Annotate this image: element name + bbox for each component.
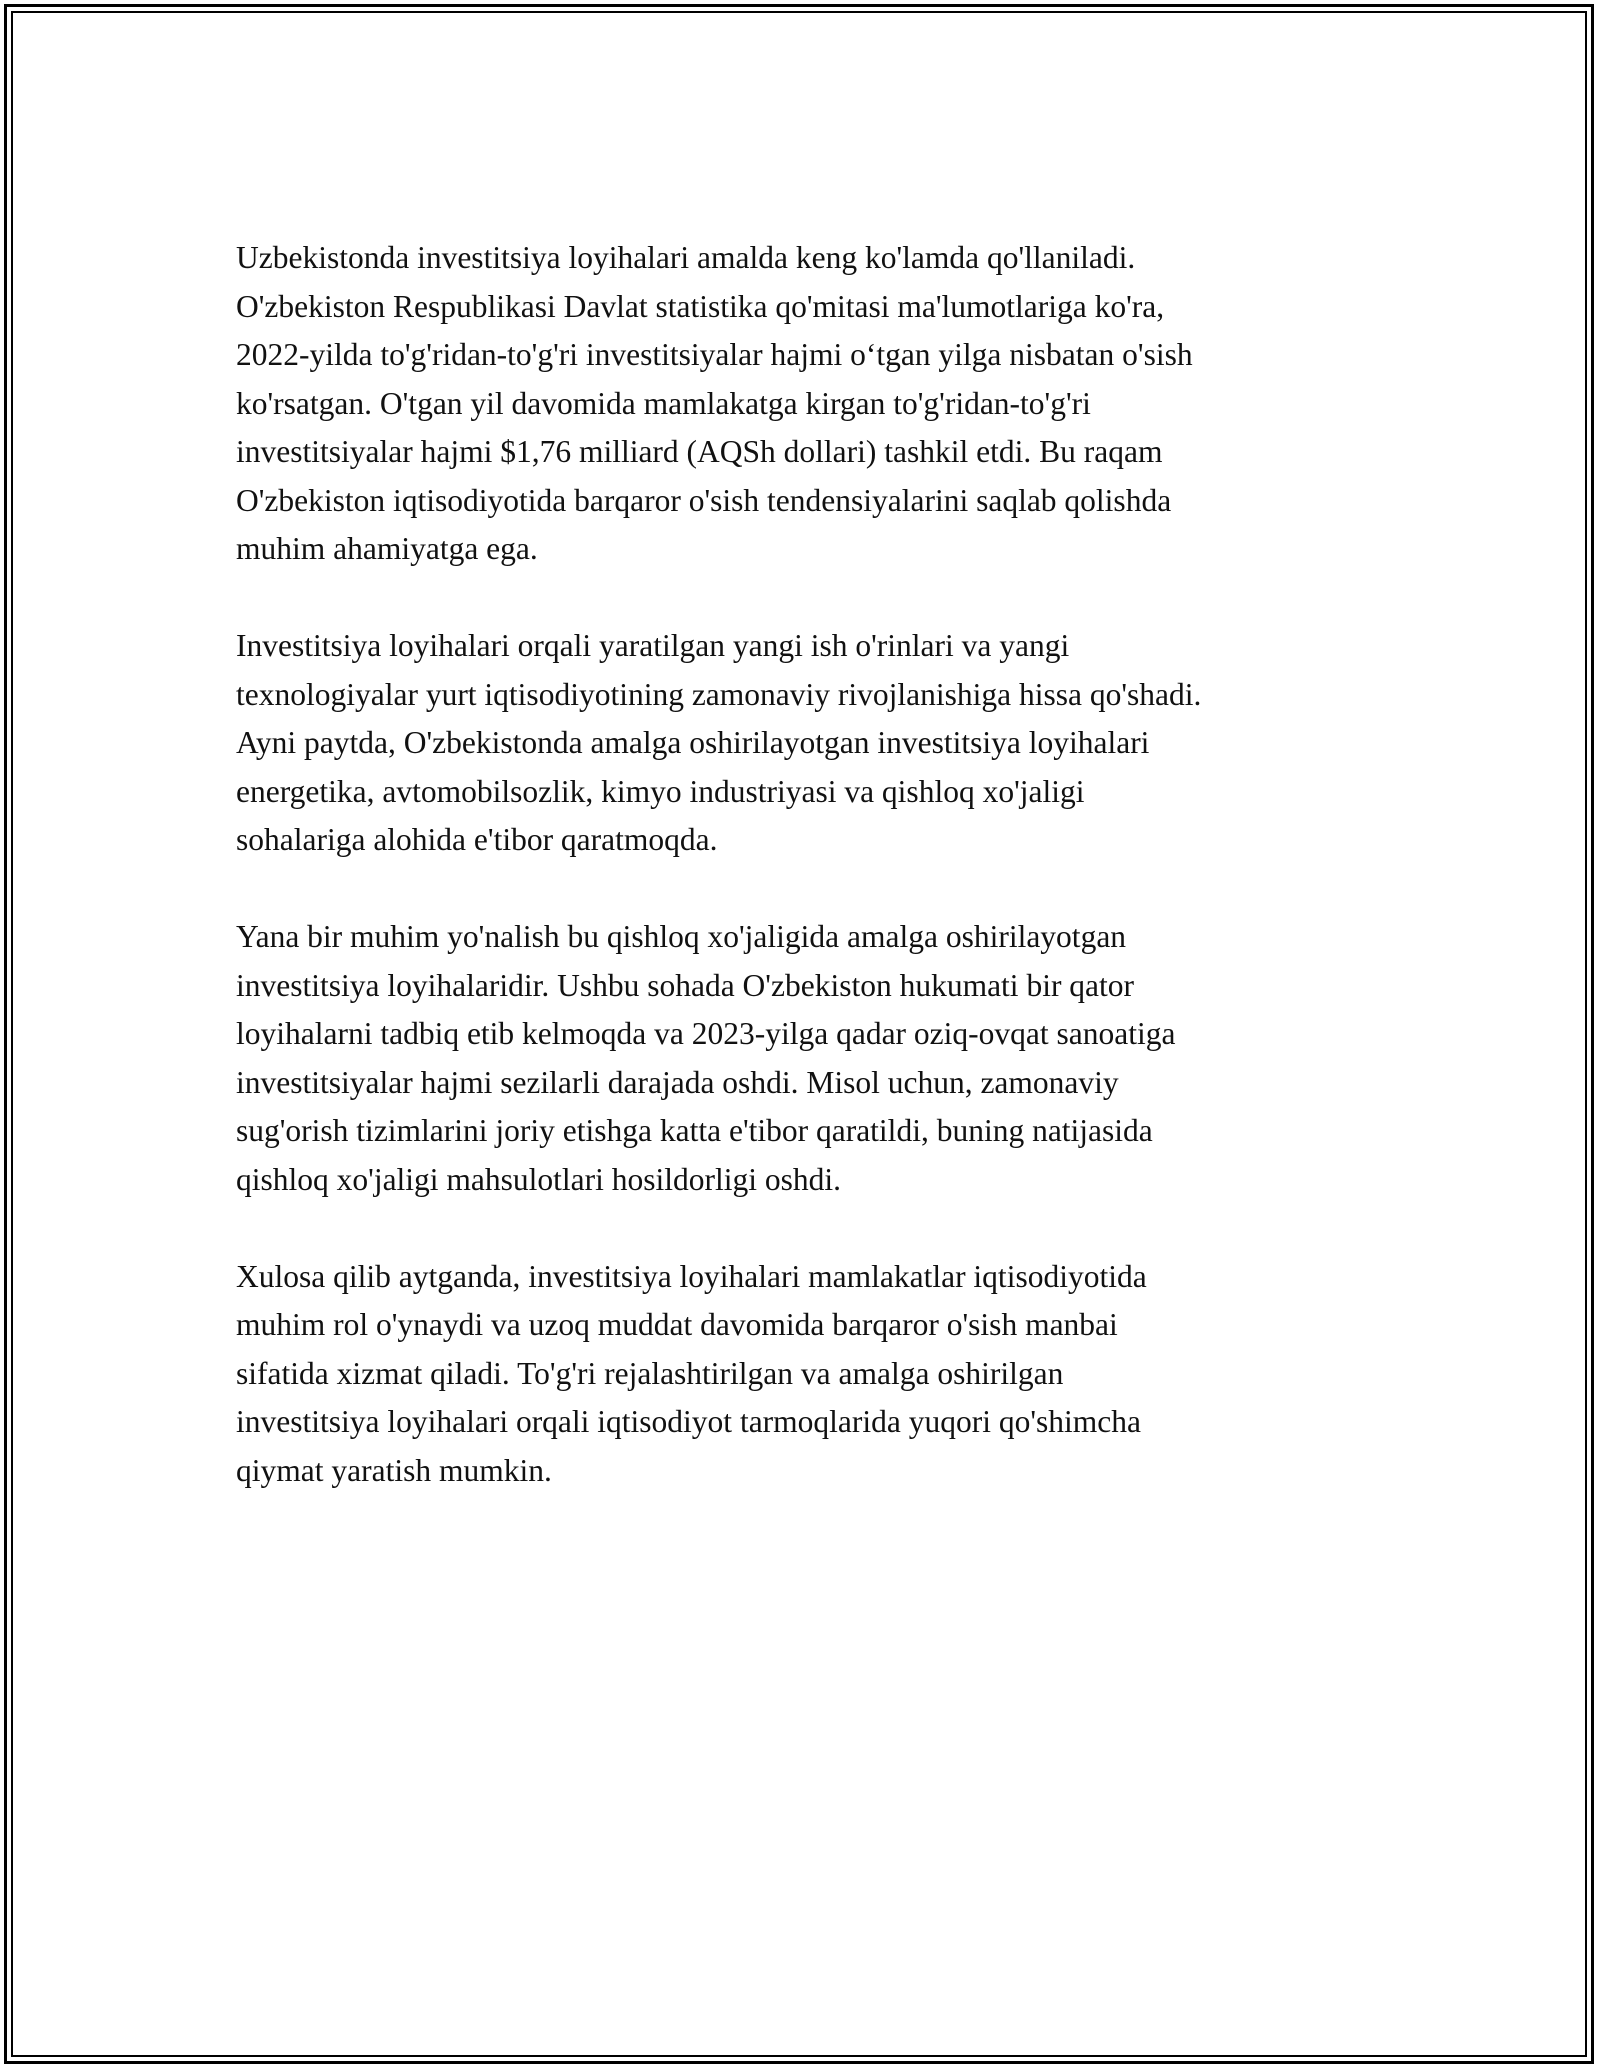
text-line: loyihalarni tadbiq etib kelmoqda va 2023-yilga qadar oziq-ovqat sanoatiga [236, 1016, 1176, 1051]
paragraph-1 [236, 234, 1386, 574]
text-line: O'zbekiston Respublikasi Davlat statistika qo'mitasi ma'lumotlariga ko'ra, [236, 288, 1165, 324]
text-line: sifatida xizmat qiladi. To'g'ri rejalashtirilgan va amalga oshirilgan [236, 1355, 1064, 1391]
text-line: investitsiyalar hajmi $1,76 milliard (AQSh dollari) tashkil etdi. Bu raqam [236, 434, 1163, 469]
text-line: Uzbekistonda investitsiya loyihalari amalda keng ko'lamda qo'llaniladi. [236, 240, 1136, 275]
paragraph-3 [236, 913, 1386, 1204]
text-line: sohalariga alohida e'tibor qaratmoqda. [236, 822, 718, 857]
text-line: muhim rol o'ynaydi va uzoq muddat davomida barqaror o'sish manbai [236, 1307, 1118, 1342]
text-line: energetika, avtomobilsozlik, kimyo industriyasi va qishloq xo'jaligi [236, 773, 1085, 809]
text-line: muhim ahamiyatga ega. [236, 531, 538, 566]
text-line: investitsiyalar hajmi sezilarli darajada oshdi. Misol uchun, zamonaviy [236, 1064, 1119, 1100]
paragraph-4 [236, 1253, 1386, 1496]
text-line: Investitsiya loyihalari orqali yaratilgan yangi ish o'rinlari va yangi [236, 628, 1070, 663]
text-line: investitsiya loyihalaridir. Ushbu sohada O'zbekiston hukumati bir qator [236, 967, 1135, 1003]
text-line: Ayni paytda, O'zbekistonda amalga oshirilayotgan investitsiya loyihalari [236, 725, 1150, 760]
document-body [236, 234, 1386, 1544]
text-line: O'zbekiston iqtisodiyotida barqaror o'sish tendensiyalarini saqlab qolishda [236, 482, 1172, 518]
text-line: sug'orish tizimlarini joriy etishga katta e'tibor qaratildi, buning natijasida [236, 1113, 1153, 1148]
text-line: qishloq xo'jaligi mahsulotlari hosildorligi oshdi. [236, 1161, 842, 1197]
text-line: investitsiya loyihalari orqali iqtisodiyot tarmoqlarida yuqori qo'shimcha [236, 1404, 1142, 1439]
paragraph-2 [236, 622, 1386, 865]
text-line: Yana bir muhim yo'nalish bu qishloq xo'jaligida amalga oshirilayotgan [236, 919, 1127, 954]
text-line: qiymat yaratish mumkin. [236, 1452, 552, 1488]
text-line: 2022-yilda to'g'ridan-to'g'ri investitsiyalar hajmi o‘tgan yilga nisbatan o'sish [236, 337, 1193, 372]
text-line: texnologiyalar yurt iqtisodiyotining zamonaviy rivojlanishiga hissa qo'shadi. [236, 676, 1202, 712]
text-line: ko'rsatgan. O'tgan yil davomida mamlakatga kirgan to'g'ridan-to'g'ri [236, 385, 1091, 421]
text-line: Xulosa qilib aytganda, investitsiya loyihalari mamlakatlar iqtisodiyotida [236, 1258, 1147, 1294]
